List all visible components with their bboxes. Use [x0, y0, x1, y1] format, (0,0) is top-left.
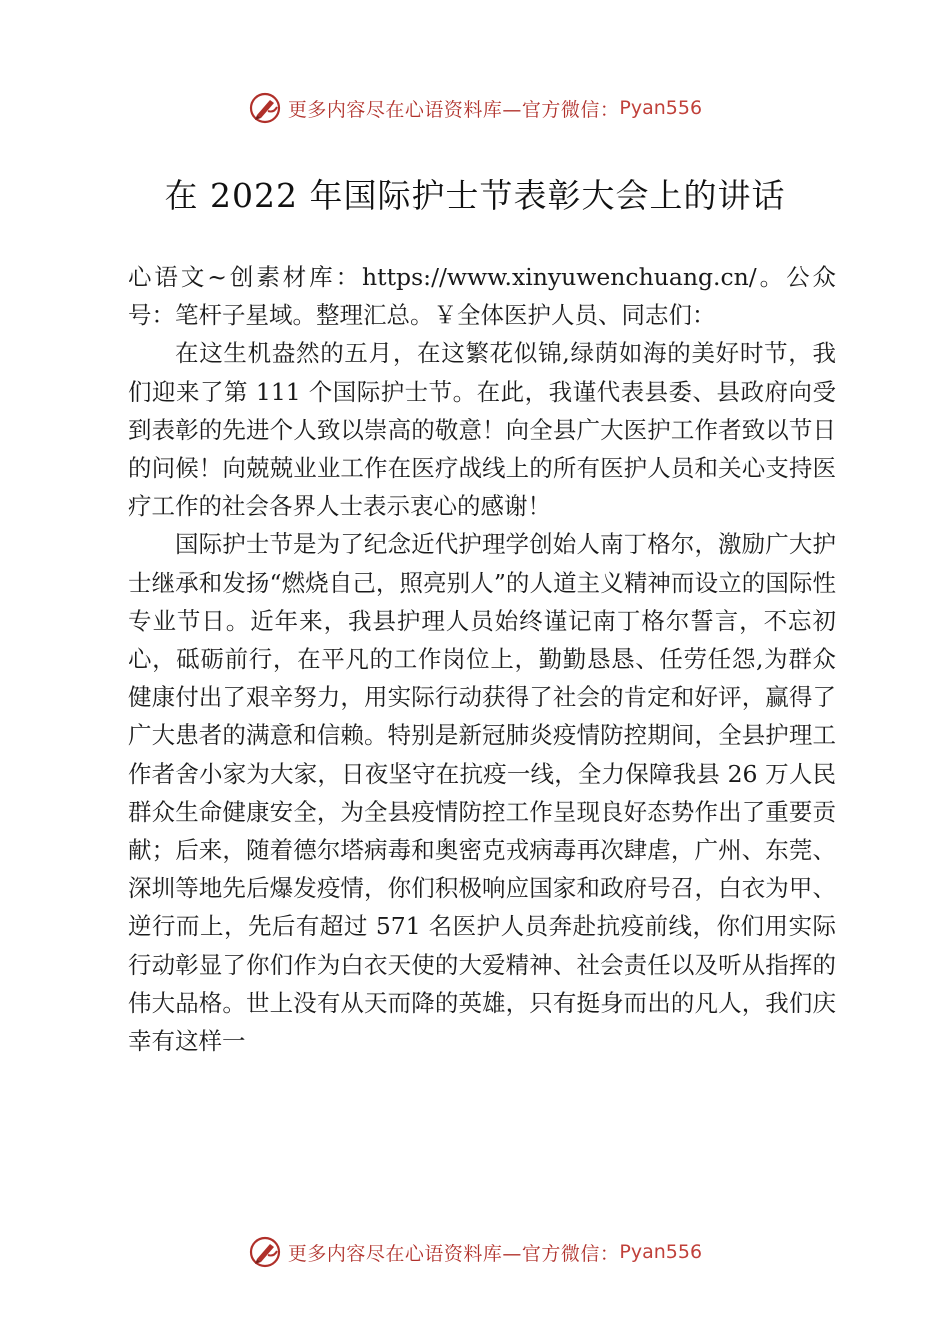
- header-banner: [0, 86, 950, 130]
- body-paragraph-1: 在这生机盎然的五月，在这繁花似锦,绿荫如海的美好时节，我们迎来了第 111 个国际护士节。在此，我谨代表县委、县政府向受到表彰的先进个人致以崇高的敬意！向全县广大医护工作者致以节日的问候！向兢兢业业工作在医疗战线上的所有医护人员和关心支持医疗工作的社会各界人士表示衷心的感谢！: [128, 339, 836, 521]
- banner-slogan: 更多内容尽在心语资料库—官方微信：: [287, 1242, 620, 1265]
- banner-slogan: 更多内容尽在心语资料库—官方微信：: [287, 98, 620, 121]
- body-paragraph-2: 国际护士节是为了纪念近代护理学创始人南丁格尔，激励广大护士继承和发扬“燃烧自己，照亮别人”的人道主义精神而设立的国际性专业节日。近年来，我县护理人员始终谨记南丁格尔誓言，不忘初心，砥砺前行，在平凡的工作岗位上，勤勤恳恳、任劳任怨,为群众健康付出了艰辛努力，用实际行动获得了社会的肯定和好评，赢得了广大患者的满意和信赖。特别是新冠肺炎疫情防控期间，全县护理工作者舍小家为大家，日夜坚守在抗疫一线，全力保障我县 26 万人民群众生命健康安全，为全县疫情防控工作呈现良好态势作出了重要贡献；后来，随着德尔塔病毒和奥密克戎病毒再次肆虐，广州、东莞、深圳等地先后爆发疫情，你们积极响应国家和政府号召，白衣为甲、逆行而上，先后有超过 571 名医护人员奔赴抗疫前线，你们用实际行动彰显了你们作为白衣天使的大爱精神、社会责任以及听从指挥的伟大品格。世上没有从天而降的英雄，只有挺身而出的凡人，我们庆幸有这样一: [128, 530, 836, 1056]
- pen-circle-logo-icon: [248, 1235, 282, 1269]
- wechat-id: Pyan556: [619, 1241, 703, 1263]
- intro-paragraph: 心语文~创素材库：https://www.xinyuwenchuang.cn/。公众号：笔杆子星域。整理汇总。￥全体医护人员、同志们：: [128, 263, 836, 330]
- footer-banner: [0, 1230, 950, 1274]
- wechat-id: Pyan556: [619, 97, 703, 119]
- page-title: 在 2022 年国际护士节表彰大会上的讲话: [164, 176, 786, 215]
- pen-circle-logo-icon: [248, 91, 282, 125]
- document-body: [128, 258, 836, 1060]
